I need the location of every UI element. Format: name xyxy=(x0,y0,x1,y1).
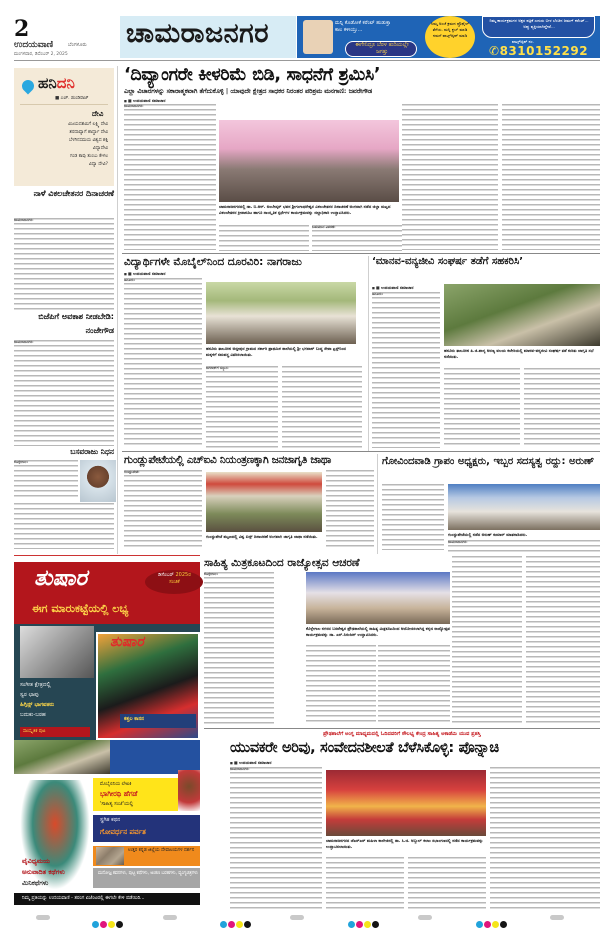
author-feature-label: ಮೊಬೈಲಿನಿಯ ಲೇಖಕಿ xyxy=(100,782,132,787)
magenta-dot xyxy=(484,921,491,928)
column-divider xyxy=(377,454,378,554)
divider xyxy=(20,104,108,105)
story-body xyxy=(378,645,450,725)
temple-thumbnail xyxy=(96,847,124,865)
section-title: ಚಾಮರಾಜನಗರ xyxy=(126,18,270,49)
lead-subheadline: ಎಲ್ಲಾ ವಿಚಾರಗಳನ್ನು ಸಕಾರಾತ್ಮಕವಾಗಿ ತೆಗೆದುಕೊಳ್ಳಿ | ಯಾವುದೇ ಕ್ಷೇತ್ರದ ಸಾಧಕರ ನಿರಂತರ ಪರಿಶ್ರಮ ಮನಗಾಣಿ: ಜವರೇಗೌಡ xyxy=(124,88,373,95)
story-body xyxy=(524,368,600,448)
obituary-portrait xyxy=(80,460,116,502)
story-caption: ಗುಂಡ್ಲುಪೇಟೆಯಲ್ಲಿ ನಡೆದ ಅರುಣ್ ಕುಮಾರ್ ಮಾತನಾಡಿದರು. xyxy=(448,532,528,537)
crop-mark xyxy=(418,915,432,920)
story-headline: ಗುಂಡ್ಲುಪೇಟೆಯಲ್ಲಿ ಎಚ್‌ಐವಿ ನಿಯಂತ್ರಣಕ್ಕಾಗಿ ಜನಜಾಗೃತಿ ಜಾಥಾ xyxy=(124,454,332,466)
yellow-dot xyxy=(236,921,243,928)
page-number: 2 xyxy=(14,16,30,42)
obituary-body-cont xyxy=(14,503,114,549)
hani-dani-author: ■ ಎಚ್. ಡುಂಡಿರಾಜ್ xyxy=(55,96,89,101)
musician-photo xyxy=(20,626,94,678)
temple-photos-panel xyxy=(110,740,200,774)
lead-body-col5 xyxy=(502,104,600,250)
crop-mark xyxy=(290,915,304,920)
story-byline: ■ ■ ಉದಯವಾಣಿ ಸಮಾಚಾರ xyxy=(230,760,271,765)
yellow-dot xyxy=(108,921,115,928)
forest-meeting-photo xyxy=(444,284,600,346)
temple-feature-text: ಉತ್ತರ ಕನ್ನಡ ಜಿಲ್ಲೆಯ ದೇವಾಲಯಗಳ ದರ್ಶನ xyxy=(128,848,195,853)
story-body: ಹನೂರು: xyxy=(372,292,440,340)
author-name: ಭಾಗೀರಥಿ ಹೆಗಡೆ xyxy=(100,790,138,798)
story-body: ಚಾಮರಾಜನಗರ: xyxy=(448,540,600,552)
story-body: ಹನೂರು: xyxy=(124,278,202,448)
ad-pill-text: ಈಗೇನಿದ್ರೂ ಬೆರಳ ತುದಿಯಲ್ಲೇ ಜಗತ್ತು xyxy=(355,42,409,55)
section-rule xyxy=(122,253,600,254)
story-byline: ■ ■ ಉದಯವಾಣಿ ಸಮಾಚಾರ xyxy=(372,285,413,290)
obituary-headline: ಬಸವರಾಜು ನಿಧನ xyxy=(70,447,114,456)
crop-mark xyxy=(163,915,177,920)
awareness-rally-photo xyxy=(206,472,322,532)
whatsapp-number: ✆8310152292 xyxy=(489,44,589,58)
poem-title: ದೇವಿ xyxy=(92,110,104,118)
story-body: ಕೊಳ್ಳೇಗಾಲ: xyxy=(204,572,274,724)
story-feature-label: ಸ್ಥಗಿತ ಕಥನ xyxy=(100,817,121,823)
students-photo xyxy=(206,282,356,344)
paper-name: ಉದಯವಾಣಿ xyxy=(14,40,54,50)
story-caption: ಚಾಮರಾಜನಗರದ ಜೆಎಸ್‌ಎಸ್ ಮಹಿಳಾ ಕಾಲೇಜಿನಲ್ಲಿ ಡಾ. ಸಿ.ಜಿ. ಅಬ್ದುಲ್ ಕಲಾಂ ಸಭಾಂಗಣದಲ್ಲಿ ನಡೆದ ಕಾರ್ಯಕ್ರಮವನ್ನು ಉದ್ಘಾಟಿಸಲಾಯಿತು. xyxy=(326,838,484,849)
story-caption: ಗುಂಡ್ಲುಪೇಟೆ ಪಟ್ಟಣದಲ್ಲಿ ವಿಶ್ವ ಏಡ್ಸ್ ದಿನಾಚರಣೆ ಅಂಗವಾಗಿ ಜಾಗೃತಿ ಜಾಥಾ ನಡೆಯಿತು. xyxy=(206,534,318,539)
lead-body-col2 xyxy=(219,225,309,251)
story-headline: ಬಿಜೆಪಿಗೆ ಅವಕಾಶ ನೀಡಬೇಡಿ: ನಂಜೇಗೌಡ xyxy=(38,312,114,335)
feature-text: ಸಂಗೀತ ಕ್ಷೇತ್ರದಲ್ಲಿ ಸ್ವರ ಛಾಪು ಹಿಗ್ಗಿನ್ಸ್ ಭಾಗವತರು ಬದುಕು-ಬರಹ xyxy=(20,682,55,718)
lead-body-col1: ಚಾಮರಾಜನಗರ: xyxy=(124,104,216,250)
press-meet-photo xyxy=(448,484,600,530)
story-headline: ನಾಳೆ ವಿಕಲಚೇತನರ ದಿನಾಚರಣೆ xyxy=(33,189,114,198)
story-headline: ಯುವಕರೇ ಅರಿವು, ಸಂವೇದನಶೀಲತೆ ಬೆಳೆಸಿಕೊಳ್ಳಿ: ಪೊನ್ನಾಚಿ xyxy=(230,740,499,756)
contents-text: ಮನೋಜ್ಞ ಕವನಗಳು, ಪುಟ್ಟ ಕಥೆಗಳು, ಅಂಕಣ ಬರಹಗಳು, ವ್ಯಂಗ್ಯಚಿತ್ರಗಳು xyxy=(98,871,198,876)
college-event-photo xyxy=(326,770,486,836)
story-body xyxy=(526,556,600,724)
phone-hand-illustration xyxy=(303,20,333,54)
cyan-dot xyxy=(220,921,227,928)
magenta-dot xyxy=(100,921,107,928)
story-body: ಗುಂಡ್ಲುಪೇಟೆ: xyxy=(124,470,202,550)
story-body: ಚಾಮರಾಜನಗರ: xyxy=(230,767,322,909)
story-body xyxy=(326,470,374,550)
crop-mark xyxy=(550,915,564,920)
story-body xyxy=(372,342,440,448)
masthead-rule xyxy=(14,60,600,61)
story-kicker: ಪ್ರೌಢಶಾಲೆಗೆ ಅಂಗ್ಲ ಮಾಧ್ಯಮದಲ್ಲಿ ಓದಿದವರಿಗೆ ಸೌಲಭ್ಯ ಕೇಂದ್ರ ಸಾಹಿತ್ಯ ಅಕಾಡೆಮಿ ಯುವ ಪ್ರಶಸ್ತಿ xyxy=(323,731,481,737)
obituary-body: ಕೊಳ್ಳೇಗಾಲ: xyxy=(14,460,78,500)
story-headline: ವಿದ್ಯಾರ್ಥಿಗಳೇ ಮೊಬೈಲ್‌ನಿಂದ ದೂರವಿರಿ: ನಾಗರಾಜು xyxy=(124,256,302,268)
registration-mark xyxy=(220,913,252,928)
yellow-dot xyxy=(364,921,371,928)
garden-photo xyxy=(14,740,110,774)
ad-info-text: ನಿಮ್ಮ ಕಾರ್ಯಕ್ರಮಗಳ ಅಕ್ಷರ ಪತ್ರಿಕೆ ಎದುರು ಬೀಳ ಬೆಂಚಿನ ಜಮಗ್ ಕರೆಂಟ್... ಅಪ್ಪು ವ್ಯಕ್ತಿಯಾಗಿದ್ದೇವೆ... xyxy=(489,18,589,29)
black-dot xyxy=(500,921,507,928)
story-body xyxy=(452,556,522,724)
ad-bottom-text: ನಿಮ್ಮ ಪ್ರತಿಯನ್ನು ಉದಯವಾಣಿ - ತರಂಗ ಏಜೆಂಟರಲ್ಲಿ ಈಗಲೇ ಕೇಳಿ ಪಡೆಯಿರಿ... xyxy=(22,896,145,901)
stories-list: ವೈವಿಧ್ಯಮಯ ಅನುವಾದಿತ ಕಥೆಗಳು ಮಿನಿಕಥೆಗಳು xyxy=(22,857,65,887)
phone-icon: ✆ xyxy=(489,44,500,58)
story-body xyxy=(490,767,600,909)
lead-body-col3: ಬಹುಮಾನ ವಿತರಣೆ: xyxy=(312,225,402,251)
lead-headline: ‘ದಿವ್ಯಾಂಗರೇ ಕೀಳರಿಮೆ ಬಿಡಿ, ಸಾಧನೆಗೆ ಶ್ರಮಿಸಿ’ xyxy=(124,65,381,85)
crop-mark xyxy=(36,915,50,920)
author-portrait xyxy=(178,770,200,811)
registration-mark xyxy=(92,913,124,928)
story-body xyxy=(408,857,486,909)
story-body: ಚಾಮರಾಜನಗರ: xyxy=(14,218,114,310)
story-byline: ■ ■ ಉದಯವಾಣಿ ಸಮಾಚಾರ xyxy=(124,271,165,276)
section-rule xyxy=(204,728,600,729)
story-headline: ಗೋವಿಂದವಾಡಿ ಗ್ರಾಪಂ ಅಧ್ಯಕ್ಷರು, ಇಬ್ಬರ ಸದಸ್ಯತ್ವ ರದ್ದು: ಅರುಣ್ xyxy=(382,456,595,467)
poem-body: ವಿಜಯದಶಮಿಗೆ ಲಕ್ಷ್ಮಿ ದೇವಿ ಶರದಾವ್ಯಾಗೆ ಶಾರ್ದ್ದಾ ದೇವಿ ಬೆಳಗಿನಸಮಯ ವಿಶ್ವದ ಶಕ್ತಿ ವಿದ್ಯಾದೇವಿ ಗಂಡ ಕಾವು ತುಂಬು ಕೇಳಲ ವಿದ್ಯಾ ದೇವಿ? xyxy=(68,122,108,167)
black-dot xyxy=(244,921,251,928)
lead-caption: ಚಾಮರಾಜನಗರದಲ್ಲಿ ಡಾ. ಬಿ.ಆರ್. ಅಂಬೇಡ್ಕರ್ ಭವನ ಶ್ರೀಗಂಗಾಧರೇಶ್ವರ ವಿಕಲಚೇತನರ ದಿನಾಚರಣೆ ಅಂಗವಾಗಿ ನಡೆದ ಜಿಲ್ಲಾ ಮಟ್ಟದ ವಿಕಲಚೇತನರ ಕ್ರೀಡಾಕೂಟ ಹಾಗೂ ಸಾಂಸ್ಕೃತಿಕ ಸ್ಪರ್ಧೆಗಳ ಕಾರ್ಯಕ್ರಮವನ್ನು ಜಿಲ್ಲಾಧಿಕಾರಿ ಉದ್ಘಾಟಿಸಿದರು. xyxy=(219,204,391,215)
cover-band-text: ಕತ್ತಲ ಕಾನನ xyxy=(124,716,144,722)
rajyotsava-photo xyxy=(306,572,450,624)
magenta-dot xyxy=(356,921,363,928)
column-divider xyxy=(117,66,118,554)
column-divider xyxy=(368,256,369,452)
story-body xyxy=(282,366,362,448)
garden-label: ಸಾಂಸ್ಕೃತಿಕ ಪುಟ xyxy=(20,727,90,737)
story-body xyxy=(326,857,404,909)
whatsapp-label: ವಾಟ್ಸ್‌ಆ್ಯಪ್ ನಂ. xyxy=(512,39,534,44)
lead-byline: ■ ■ ಉದಯವಾಣಿ ಸಮಾಚಾರ xyxy=(124,98,165,103)
black-dot xyxy=(372,921,379,928)
edition-label: ಬೆಂಗಳೂರು xyxy=(68,42,87,48)
ad-circle-text: ನಿಮ್ಮ ಅಂಚೆ ಕ್ರಮದ ಪ್ರೊಫೈಲ್ ತೆಗೆಯ. ಮನ್ನಿ ಕ್ಲಬ್ ಮಾಡಿ ನಮಗೆ ವಾಟ್ಸ್‌ಆ್ಯಪ್ ಮಾಡಿ xyxy=(431,21,469,38)
story-body: ಚಾಮರಾಜನಗರ: xyxy=(14,340,114,446)
story-headline: ಸಾಹಿತ್ಯ ಮಿತ್ರಕೂಟದಿಂದ ರಾಜ್ಯೋತ್ಸವ ಆಚರಣೆ xyxy=(204,557,360,569)
author-feature-note: 'ಸಾಹಿತ್ಯ ಸಂಜೆ'ಯಲ್ಲಿ xyxy=(100,801,134,807)
section-rule xyxy=(122,451,600,452)
issue-label: ಡಿಸೆಂಬರ್ 2025ರ ಸಂಚಿಕೆ xyxy=(158,572,191,585)
black-dot xyxy=(116,921,123,928)
story-body xyxy=(382,484,444,550)
story-caption: ಕೊಳ್ಳೇಗಾಲ ನಗರದ ಬಸವೇಶ್ವರ ಪ್ರೌಢಶಾಲೆಯಲ್ಲಿ ಸಾಹಿತ್ಯ ಮಿತ್ರಕೂಟದಿಂದ ಆಯೋಜಿಸಲಾಗಿದ್ದ ಕನ್ನಡ ರಾಜ್ಯೋತ್ಸವ ಕಾರ್ಯಕ್ರಮವನ್ನು ಡಾ. ಎಸ್.ನಿರಂಜನ್ ಉದ್ಘಾಟಿಸಿದರು. xyxy=(306,626,450,637)
registration-mark xyxy=(348,913,380,928)
story-body xyxy=(444,368,520,448)
cyan-dot xyxy=(476,921,483,928)
lead-photo xyxy=(219,120,399,202)
hani-dani-title: ಹನಿದನಿ xyxy=(38,74,75,92)
registration-mark xyxy=(476,913,508,928)
issue-date: ಮಂಗಳವಾರ, ಡಿಸೆಂಬರ್ 2, 2025 xyxy=(14,52,68,57)
magazine-logo: ತುಷಾರ xyxy=(34,566,88,591)
cyan-dot xyxy=(92,921,99,928)
magenta-dot xyxy=(228,921,235,928)
lead-body-col4 xyxy=(402,104,498,250)
story-body xyxy=(306,645,376,725)
availability-tagline: ಈಗ ಮಾರುಕಟ್ಟೆಯಲ್ಲಿ ಲಭ್ಯ xyxy=(32,602,129,615)
story-caption: ಹನೂರು ತಾಲೂಕಿನ ಪಿ.ಜಿ.ಪಾಳ್ಯ ಅರಣ್ಯ ವಲಯ ಕಚೇರಿಯಲ್ಲಿ ಮಾನವ-ವನ್ಯಜೀವಿ ಸಂಘರ್ಷ ತಡೆ ಕುರಿತು ಜಾಗೃತಿ ಸಭೆ ನಡೆಯಿತು. xyxy=(444,348,594,359)
story-body: ಜಗದೀಶ್‌ಗೆ ಸನ್ಮಾನ: xyxy=(206,366,278,448)
ad-text-line: ಮನ್ನಿ ಕೊಡೋಕೆ ಕರೆಂಟ್ ಹುಡುಕ್ತಾ ಕಾಲ ಕಳೀಯ್ತು... xyxy=(335,20,391,33)
ad-top-rule xyxy=(14,555,200,556)
story-feature-title: ಗೋವರ್ಧನ ಪರ್ವತ xyxy=(100,828,146,836)
story-headline: ‘ಮಾನವ-ವನ್ಯಜೀವಿ ಸಂಘರ್ಷ ತಡೆಗೆ ಸಹಕರಿಸಿ’ xyxy=(372,256,524,267)
cyan-dot xyxy=(348,921,355,928)
yellow-dot xyxy=(492,921,499,928)
story-caption: ಹನೂರು ತಾಲೂಕಿನ ಅಜ್ಜೀಪುರ ಗ್ರಾಮದ ಸರ್ಕಾರಿ ಪ್ರಾಥಮಿಕ ಶಾಲೆಯಲ್ಲಿ ಶ್ರೀ ಭಗವಾನ್ ಬುದ್ಧ ಸೇವಾ ಟ್ರಸ್ಟ್‌ನಿಂದ ಮಕ್ಕಳಿಗೆ ಸಮವಸ್ತ್ರ ವಿತರಿಸಲಾಯಿತು. xyxy=(206,346,346,357)
cover-logo: ತುಷಾರ xyxy=(110,634,144,650)
